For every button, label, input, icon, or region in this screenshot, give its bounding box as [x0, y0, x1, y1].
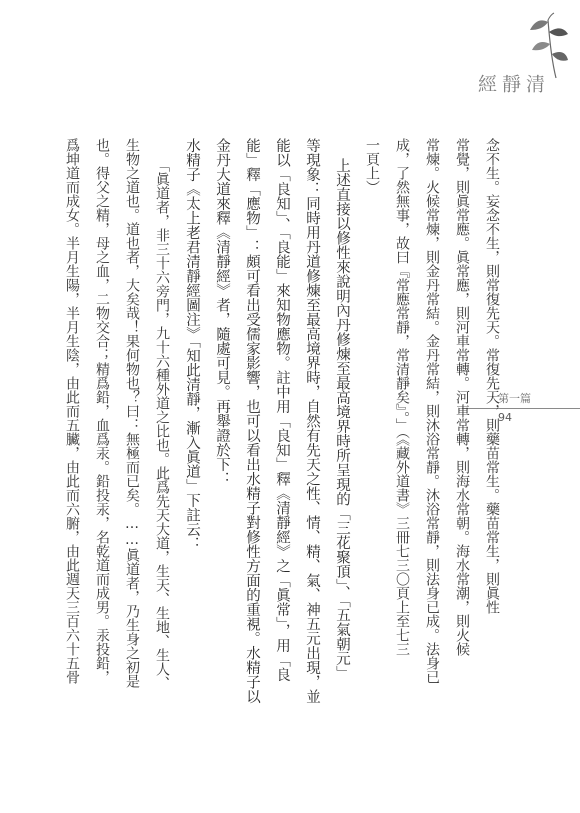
page-number: 94 [498, 411, 512, 424]
text-column: 生物之道也。道也者，大矣哉！果何物也？曰：無極而已矣。……眞道者，乃生身之初是 [124, 138, 140, 688]
text-column: 一頁上） [364, 138, 380, 194]
text-column: 上述直接以修性來說明內丹修煉至最高境界時所呈現的「三花聚頂」、「五氣朝元」 [334, 158, 350, 680]
text-column: 爲坤道而成女。半月生陽，半月生陰，由此而五臟，由此而六腑，由此週天三百六十五骨 [64, 138, 80, 684]
text-column: 常覺，則眞常應。眞常應，則河車常轉。河車常轉，則海水常朝。海水常潮，則火候 [454, 138, 470, 656]
text-column: 金丹大道來釋《清靜經》者，隨處可見。再舉證於下： [214, 138, 230, 486]
text-column: 水精子《太上老君清靜經圖注》「知此清靜，漸入眞道」下註云： [184, 138, 200, 552]
chapter-label: 第一篇 [498, 392, 531, 405]
chapter-divider [462, 408, 580, 409]
text-column: 「眞道者，非三十六旁門，九十六種外道之比也。此爲先天大道，生天、生地、生人、 [154, 158, 170, 690]
brand-title: 清靜經 [475, 74, 545, 94]
brand-block [475, 12, 572, 112]
text-column: 常煉。火候常煉，則金丹常結。金丹常結，則沐浴常靜。沐浴常靜，則法身已成。法身已 [424, 138, 440, 684]
text-column: 能以「良知」、「良能」來知物應物。註中用「良知」釋《清靜經》之「眞常」，用「良 [274, 138, 290, 682]
text-column: 等現象：同時用丹道修煉至最高境界時，自然有先天之性、情、精、氣、神五元出現，並 [304, 138, 320, 704]
text-column: 能」釋「應物」：頗可看出受儒家影響，也可以看出水精子對修性方面的重視。水精子以 [244, 138, 260, 704]
text-column: 成，了然無事，故曰『常應常靜，常清靜矣』。」（《藏外道書》三冊七三〇頁上至七三 [394, 138, 410, 656]
leaf-sprig-icon [512, 12, 572, 82]
text-column: 也。得父之精，母之血，二物交合；精爲鉛，血爲汞。鉛投汞，名乾道而成男。汞投鉛， [94, 138, 110, 684]
text-column: 念不生。妄念不生，則常復先天。常復先天，則藥苗常生。藥苗常生，則眞性 [484, 138, 500, 614]
